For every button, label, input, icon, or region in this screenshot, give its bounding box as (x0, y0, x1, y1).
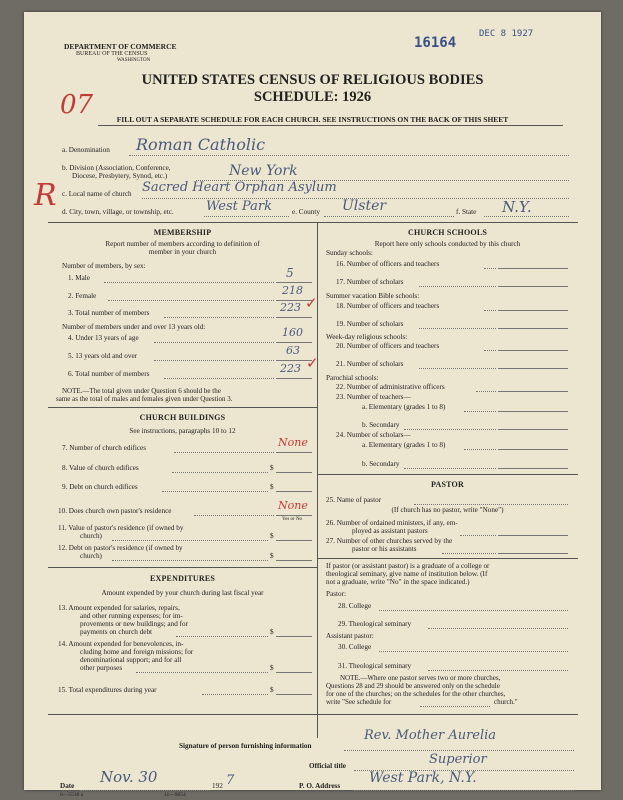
q13-dollar: $ (270, 628, 274, 636)
q26-label-2: ployed as assistant pastors (352, 527, 428, 535)
by-sex-label: Number of members, by sex: (62, 262, 146, 270)
red-r-mark: R (34, 178, 57, 213)
q14-label: 14. Amount expended for benevolences, in- (58, 640, 184, 648)
q24-label: 24. Number of scholars— (336, 431, 411, 439)
official-title-label: Official title (309, 762, 346, 770)
q27-label: 27. Number of other churches served by the (326, 537, 453, 545)
q7-value: None (278, 436, 308, 449)
county-label: e. County (292, 208, 320, 216)
sunday-label: Sunday schools: (326, 249, 373, 257)
membership-intro: Report number of members according to definition of (105, 240, 260, 248)
buildings-sub: See instructions, paragraphs 10 to 12 (129, 427, 236, 435)
denomination-label: a. Denomination (62, 146, 110, 154)
pastor-sub-label: Pastor: (326, 590, 346, 598)
q30-label: 30. College (338, 643, 372, 651)
po-address-label: P. O. Address (299, 782, 341, 790)
expenditures-sub: Amount expended by your church during last fiscal year (101, 589, 264, 597)
schools-intro: Report here only schools conducted by this church (374, 240, 521, 248)
q12-label-2: church) (80, 552, 102, 560)
pastor-note-2: Questions 28 and 29 should be answered only on the schedule (326, 682, 500, 690)
q5-value: 63 (286, 344, 300, 357)
pastor-note-3: for one of the churches; on the schedules for the other churches, (326, 690, 506, 698)
q6-value: 223 (280, 362, 301, 375)
q1-label: 1. Male (68, 274, 90, 282)
buildings-title: CHURCH BUILDINGS (139, 413, 226, 422)
q13-label-3: provements or new buildings; and for (80, 620, 188, 628)
q12-label: 12. Debt on pastor's residence (if owned by (58, 544, 183, 552)
under-over-label: Number of members under and over 13 years old: (62, 323, 206, 331)
membership-title: MEMBERSHIP (153, 228, 212, 237)
stamp-number: 16164 (414, 35, 457, 51)
q2-label: 2. Female (68, 292, 97, 300)
form-subtitle: SCHEDULE: 1926 (253, 89, 372, 105)
q27-label-2: pastor or his assistants (352, 545, 417, 553)
division-label-2: Diocese, Presbytery, Synod, etc.) (72, 172, 168, 180)
stamp-date: DEC 8 1927 (479, 29, 534, 39)
q15-dollar: $ (270, 686, 274, 694)
q15-label: 15. Total expenditures during year (58, 686, 157, 694)
q26-label: 26. Number of ordained ministers, if any, em- (326, 519, 458, 527)
po-address-value: West Park, N.Y. (369, 770, 477, 786)
date-label: Date (60, 782, 75, 790)
schools-title: CHURCH SCHOOLS (407, 228, 488, 237)
official-title-value: Superior (429, 752, 487, 767)
membership-intro-2: member in your church (148, 248, 217, 256)
pastor-note-4-end: church." (494, 698, 518, 706)
q9-dollar: $ (270, 483, 274, 491)
q16-label: 16. Number of officers and teachers (336, 260, 440, 268)
q24b-label: b. Secondary (362, 460, 400, 468)
membership-note: NOTE.—The total given under Question 6 should be the (62, 387, 221, 395)
asst-pastor-label: Assistant pastor: (326, 632, 374, 640)
q19-label: 19. Number of scholars (336, 320, 404, 328)
division-value: New York (229, 163, 298, 179)
grad-note: If pastor (or assistant pastor) is a graduate of a college or (326, 562, 490, 570)
q17-label: 17. Number of scholars (336, 278, 404, 286)
year-prefix: 192 (212, 782, 223, 790)
membership-note-2: same as the total of males and females given under Question 3. (56, 395, 233, 403)
q31-label: 31. Theological seminary (338, 662, 412, 670)
grad-note-2: theological seminary, give name of institution below. (If (326, 570, 488, 578)
q3-label: 3. Total number of members (68, 309, 150, 317)
summer-label: Summer vacation Bible schools: (326, 292, 420, 300)
city-name: WASHINGTON (117, 58, 151, 63)
signature-label: Signature of person furnishing information (179, 742, 312, 750)
church-name-value: Sacred Heart Orphan Asylum (142, 180, 337, 195)
q7-label: 7. Number of church edifices (62, 444, 147, 452)
q3-value: 223 (280, 301, 301, 314)
state-value: N.Y. (502, 198, 532, 216)
q10-label: 10. Does church own pastor's residence (58, 507, 172, 515)
bureau-name: BUREAU OF THE CENSUS (76, 51, 148, 57)
q5-label: 5. 13 years old and over (68, 352, 138, 360)
q24a-label: a. Elementary (grades 1 to 8) (362, 441, 446, 449)
q1-value: 5 (286, 266, 294, 280)
form-instruction: FILL OUT A SEPARATE SCHEDULE FOR EACH CHURCH. SEE INSTRUCTIONS ON THE BACK OF THIS SHEET (116, 115, 509, 124)
check-mark-icon: ✓ (305, 296, 318, 312)
county-value: Ulster (342, 198, 387, 214)
division-label: b. Division (Association, Conference, (62, 164, 171, 172)
q13-label: 13. Amount expended for salaries, repairs, (58, 604, 180, 612)
q20-label: 20. Number of officers and teachers (336, 342, 440, 350)
q23b-label: b. Secondary (362, 421, 400, 429)
pastor-title: PASTOR (431, 480, 464, 489)
q28-label: 28. College (338, 602, 372, 610)
date-value: Nov. 30 (100, 768, 158, 786)
dept-name: DEPARTMENT OF COMMERCE (64, 42, 177, 51)
q13-label-4: payments on church debt (80, 628, 153, 636)
weekday-label: Week-day religious schools: (326, 333, 408, 341)
q8-dollar: $ (270, 464, 274, 472)
q9-label: 9. Debt on church edifices (62, 483, 138, 491)
q14-label-4: other purposes (80, 664, 123, 672)
check-mark-icon: ✓ (306, 356, 319, 372)
denomination-value: Roman Catholic (136, 135, 266, 154)
red-mark-number: 07 (60, 90, 94, 120)
q12-dollar: $ (270, 552, 274, 560)
q11-label: 11. Value of pastor's residence (if owned by (58, 524, 184, 532)
q25-hint: (If church has no pastor, write "None") (391, 506, 504, 514)
state-label: f. State (456, 208, 477, 216)
q2-value: 218 (282, 284, 303, 297)
q4-label: 4. Under 13 years of age (68, 334, 139, 342)
q23a-label: a. Elementary (grades 1 to 8) (362, 403, 446, 411)
grad-note-3: not a graduate, write "No" in the space indicated.) (326, 578, 470, 586)
q21-label: 21. Number of scholars (336, 360, 404, 368)
pastor-note-4: write "See schedule for (326, 698, 392, 706)
city-value: West Park (206, 199, 273, 214)
year-value: 7 (226, 773, 235, 788)
parochial-label: Parochial schools: (326, 374, 379, 382)
yes-no-hint: Yes or No (282, 517, 303, 522)
q23-label: 23. Number of teachers— (336, 393, 411, 401)
city-label: d. City, town, village, or township, etc. (62, 208, 174, 216)
q10-value: None (278, 499, 308, 512)
q25-label: 25. Name of pastor (326, 496, 382, 504)
q14-dollar: $ (270, 664, 274, 672)
pastor-note: NOTE.—Where one pastor serves two or more churches, (340, 674, 501, 682)
q14-label-3: denominational support; and for all (80, 656, 182, 664)
form-title: UNITED STATES CENSUS OF RELIGIOUS BODIES (141, 72, 484, 88)
q13-label-2: and other running expenses; for im- (80, 612, 183, 620)
form-number: 6—5518 a (60, 792, 84, 798)
q11-label-2: church) (80, 532, 102, 540)
q18-label: 18. Number of officers and teachers (336, 302, 440, 310)
q11-dollar: $ (270, 532, 274, 540)
signature-value: Rev. Mother Aurelia (364, 728, 497, 743)
q6-label: 6. Total number of members (68, 370, 150, 378)
q4-value: 160 (282, 326, 303, 339)
q8-label: 8. Value of church edifices (62, 464, 139, 472)
q14-label-2: cluding home and foreign missions; for (80, 648, 194, 656)
q29-label: 29. Theological seminary (338, 620, 412, 628)
church-name-label: c. Local name of church (62, 190, 132, 198)
q22-label: 22. Number of administrative officers (336, 383, 445, 391)
census-schedule-sheet (24, 12, 601, 798)
expenditures-title: EXPENDITURES (149, 574, 216, 583)
print-number: 11—9054 (164, 792, 186, 798)
